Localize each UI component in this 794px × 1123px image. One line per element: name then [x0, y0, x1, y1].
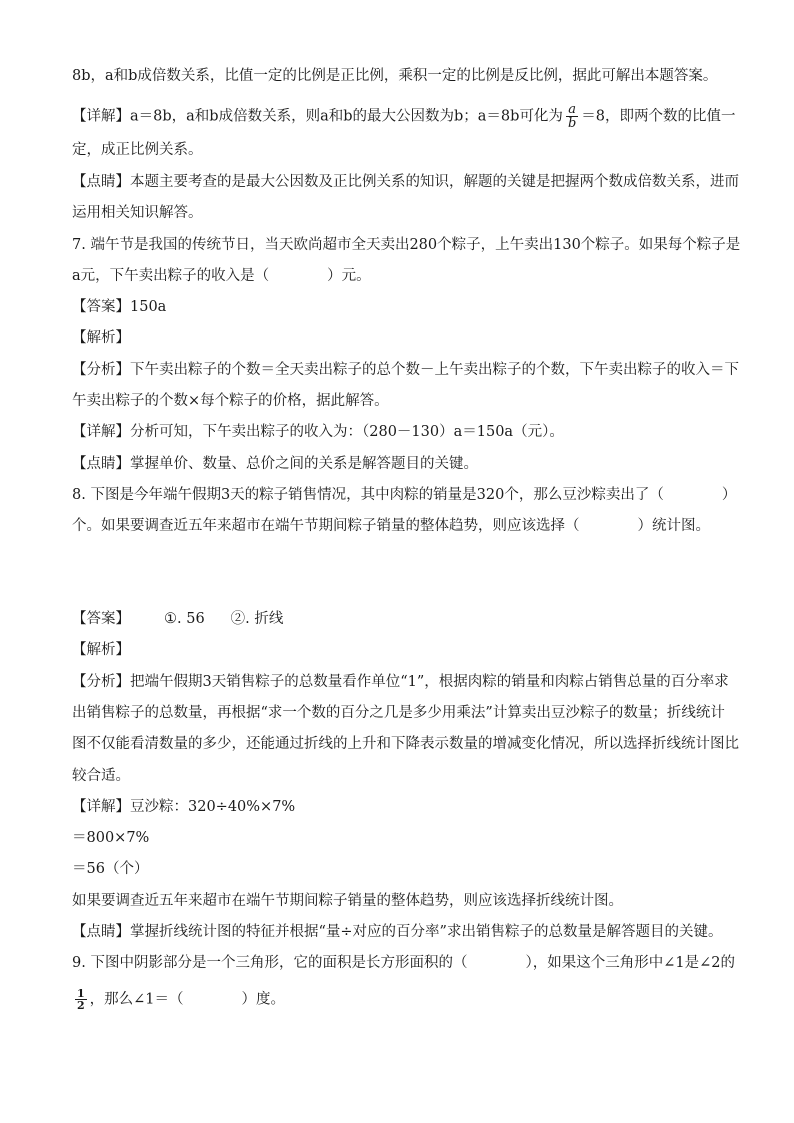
comment-line: 【点睛】掌握折线统计图的特征并根据“量÷对应的百分率”求出销售粽子的总数量是解答题目的关键。: [72, 924, 723, 940]
answer-part-1: ①. 56: [164, 611, 205, 627]
calc-line: ＝800×7%: [72, 830, 150, 846]
analysis-line: 【分析】把端午假期3天销售粽子的总数量看作单位“1”，根据肉粽的销量和肉粽占销售总量的百分率求: [72, 674, 729, 690]
comment-line: 【点睛】本题主要考查的是最大公因数及正比例关系的知识，解题的关键是把握两个数成倍数关系，进而: [72, 174, 739, 190]
question-8-cont: 个。如果要调查近五年来超市在端午节期间粽子销量的整体趋势，则应该选择（ ）统计图。: [72, 518, 710, 534]
answer-line: [72, 609, 722, 629]
detail-text-cont: ＝8，即两个数的比值一: [581, 108, 736, 125]
answer-part-2: ②. 折线: [230, 611, 284, 627]
calc-line: ＝56（个）: [72, 861, 149, 877]
detail-line: [72, 102, 736, 131]
detail-line: 【详解】分析可知，下午卖出粽子的收入为：（280－130）a＝150a（元）。: [72, 424, 564, 440]
analysis-line: 【分析】下午卖出粽子的个数＝全天卖出粽子的总个数－上午卖出粽子的个数，下午卖出粽子的收入＝下: [72, 362, 739, 378]
text-line: 8b，a和b成倍数关系，比值一定的比例是正比例，乘积一定的比例是反比例，据此可解出本题答案。: [72, 68, 718, 84]
detail-text: 【详解】a＝8b，a和b成倍数关系，则a和b的最大公因数为b；a＝8b可化为: [72, 108, 563, 125]
question-9-text: ，那么∠1＝（ ）度。: [89, 991, 286, 1008]
analysis-line: 较合适。: [72, 768, 130, 784]
fraction-one-half: $\frac{1}{2}$: [77, 987, 85, 1012]
question-7: 7. 端午节是我国的传统节日，当天欧尚超市全天卖出280个粽子，上午卖出130个粽子。如果每个粽子是: [72, 237, 741, 253]
question-8: 8. 下图是今年端午假期3天的粽子销售情况，其中肉粽的销量是320个，那么豆沙粽卖出了（ ）: [72, 487, 737, 503]
text-line: 如果要调查近五年来超市在端午节期间粽子销量的整体趋势，则应该选择折线统计图。: [72, 893, 623, 909]
comment-line: 【点睛】掌握单价、数量、总价之间的关系是解答题目的关键。: [72, 456, 478, 472]
text-line: 定，成正比例关系。: [72, 142, 203, 158]
detail-line: 【详解】豆沙粽：320÷40%×7%: [72, 799, 296, 815]
answer-line: 【答案】150a: [72, 299, 167, 315]
text-line: 运用相关知识解答。: [72, 205, 203, 221]
analysis-heading: 【解析】: [72, 642, 130, 658]
analysis-heading: 【解析】: [72, 330, 130, 346]
analysis-line: 出销售粽子的总数量，再根据“求一个数的百分之几是多少用乘法”计算卖出豆沙粽子的数量；折线统计: [72, 705, 725, 721]
question-9-cont: [72, 988, 722, 1011]
answer-label: 【答案】: [72, 611, 130, 627]
question-9: 9. 下图中阴影部分是一个三角形，它的面积是长方形面积的（ ），如果这个三角形中∠1是∠2的: [72, 955, 735, 971]
analysis-line-cont: 午卖出粽子的个数×每个粽子的价格，据此解答。: [72, 393, 389, 409]
fraction-a-over-b: $\frac{a}{b}$: [567, 102, 577, 131]
question-7-cont: a元，下午卖出粽子的收入是（ ）元。: [72, 268, 371, 284]
analysis-line: 图不仅能看清数量的多少，还能通过折线的上升和下降表示数量的增减变化情况，所以选择折线统计图比: [72, 736, 739, 752]
